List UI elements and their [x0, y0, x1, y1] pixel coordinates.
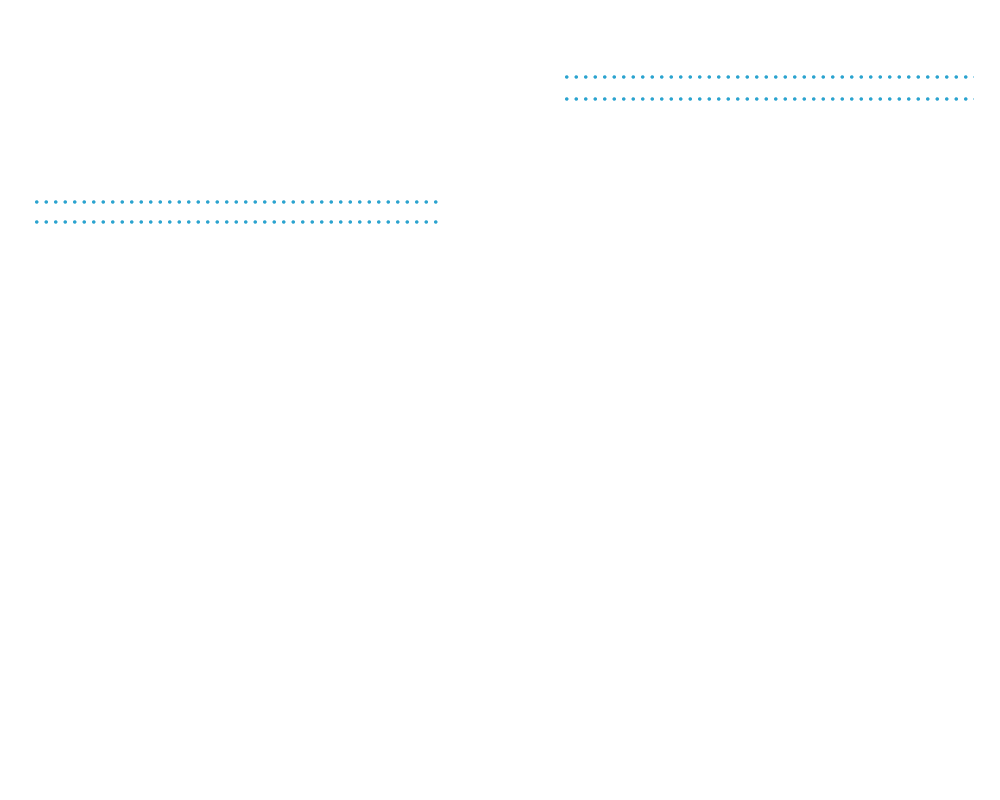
right-page	[500, 0, 1000, 800]
right-toc	[562, 58, 974, 112]
dotted-separator	[32, 199, 442, 205]
dotted-separator	[562, 96, 974, 102]
dotted-separator	[562, 74, 974, 80]
dotted-separator	[32, 219, 442, 225]
left-toc	[32, 185, 442, 235]
